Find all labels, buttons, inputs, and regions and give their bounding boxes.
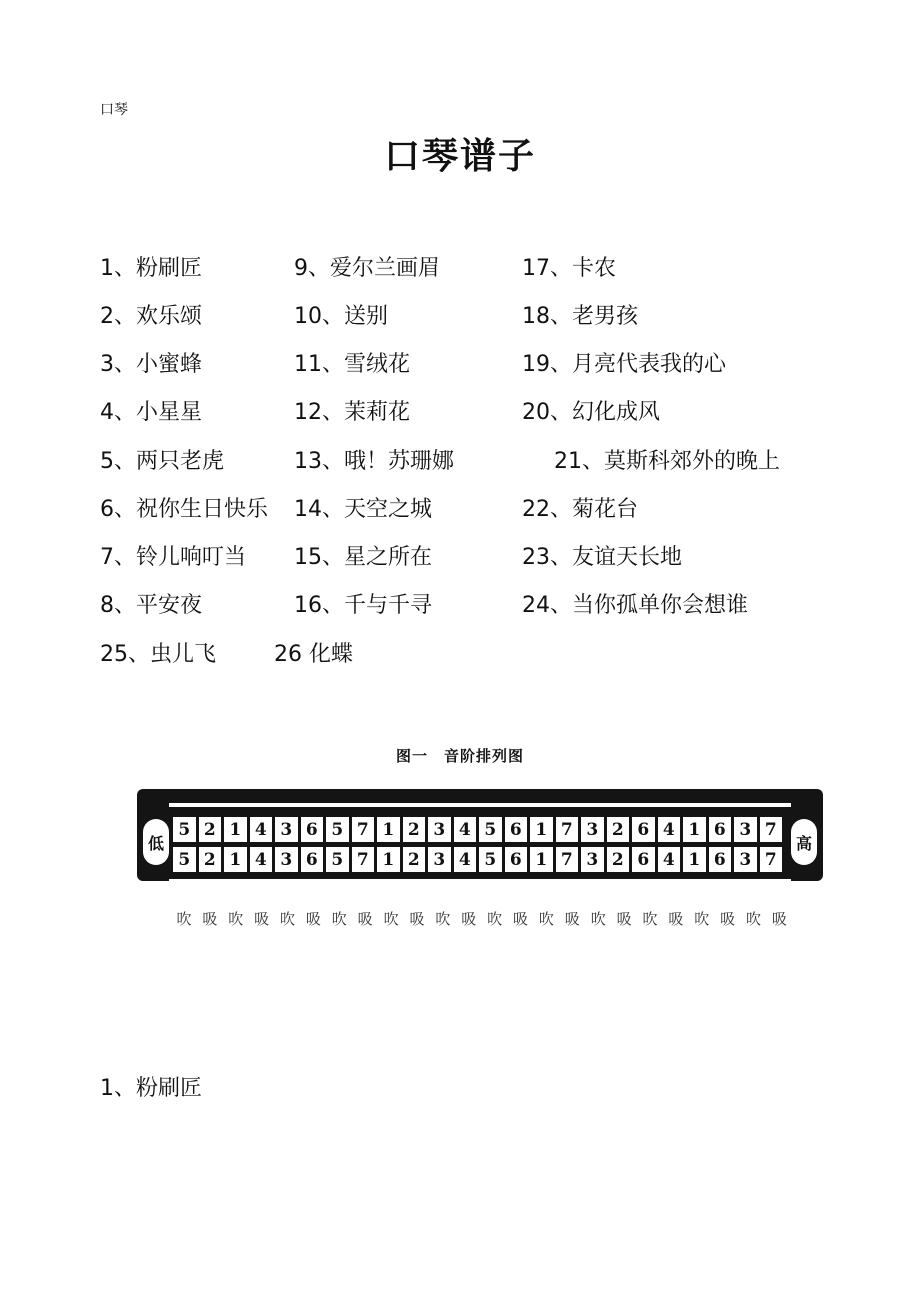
harmonica-hole: 1 <box>683 847 706 872</box>
harmonica-hole: 6 <box>505 847 528 872</box>
breath-label: 吸 <box>202 910 218 928</box>
harmonica-hole: 2 <box>199 817 222 842</box>
song-item: 21、莫斯科郊外的晚上 <box>554 449 780 474</box>
harmonica-hole: 4 <box>454 817 477 842</box>
harmonica-hole: 5 <box>173 847 196 872</box>
bottom-note-row <box>173 847 782 872</box>
song-item: 16、千与千寻 <box>294 593 432 618</box>
harmonica-hole: 4 <box>454 847 477 872</box>
low-end-label: 低 <box>143 819 169 865</box>
harmonica-hole: 3 <box>275 847 298 872</box>
harmonica-hole: 2 <box>199 847 222 872</box>
song-item: 2、欢乐颂 <box>100 304 202 329</box>
harmonica-hole: 1 <box>530 847 553 872</box>
song-item: 6、祝你生日快乐 <box>100 497 268 522</box>
song-item: 15、星之所在 <box>294 545 432 570</box>
breath-label: 吸 <box>409 910 425 928</box>
harmonica-hole: 2 <box>607 817 630 842</box>
breath-label: 吸 <box>513 910 529 928</box>
harmonica-hole: 5 <box>479 847 502 872</box>
harmonica-hole: 1 <box>377 817 400 842</box>
breath-label: 吸 <box>357 910 373 928</box>
harmonica-hole: 7 <box>556 847 579 872</box>
breath-label: 吸 <box>461 910 477 928</box>
breath-label: 吹 <box>280 910 296 928</box>
breath-label: 吸 <box>771 910 787 928</box>
harmonica-hole: 4 <box>658 817 681 842</box>
harmonica-hole: 3 <box>581 817 604 842</box>
breath-label: 吹 <box>331 910 347 928</box>
song-item: 18、老男孩 <box>522 304 638 329</box>
harmonica-hole: 6 <box>709 847 732 872</box>
harmonica-hole: 1 <box>224 817 247 842</box>
breath-label: 吹 <box>746 910 762 928</box>
harmonica-hole: 1 <box>530 817 553 842</box>
harmonica-hole: 6 <box>301 817 324 842</box>
breath-label: 吹 <box>228 910 244 928</box>
harmonica-hole: 3 <box>428 817 451 842</box>
harmonica-hole: 1 <box>683 817 706 842</box>
breath-label: 吸 <box>616 910 632 928</box>
breath-label: 吸 <box>564 910 580 928</box>
harmonica-hole: 4 <box>250 817 273 842</box>
breath-label: 吹 <box>383 910 399 928</box>
harmonica-hole: 6 <box>505 817 528 842</box>
harmonica-hole: 3 <box>734 847 757 872</box>
song-item: 8、平安夜 <box>100 593 202 618</box>
harmonica-hole: 7 <box>352 817 375 842</box>
song-item: 14、天空之城 <box>294 497 432 522</box>
song-item: 24、当你孤单你会想谁 <box>522 593 748 618</box>
harmonica-hole: 5 <box>326 847 349 872</box>
harmonica-diagram <box>137 783 823 891</box>
song-item: 25、虫儿飞 <box>100 642 216 667</box>
header-label: 口琴 <box>100 102 128 118</box>
song-item: 22、菊花台 <box>522 497 638 522</box>
song-item: 11、雪绒花 <box>294 352 410 377</box>
breath-label: 吸 <box>720 910 736 928</box>
breath-label: 吹 <box>694 910 710 928</box>
harmonica-hole: 5 <box>326 817 349 842</box>
song-item: 4、小星星 <box>100 400 202 425</box>
breath-label: 吹 <box>538 910 554 928</box>
harmonica-hole: 6 <box>301 847 324 872</box>
harmonica-hole: 1 <box>224 847 247 872</box>
song-item: 13、哦！苏珊娜 <box>294 449 454 474</box>
harmonica-hole: 4 <box>250 847 273 872</box>
harmonica-hole: 5 <box>479 817 502 842</box>
song-item: 26 化蝶 <box>274 642 353 667</box>
song-item: 1、粉刷匠 <box>100 256 202 281</box>
harmonica-hole: 5 <box>173 817 196 842</box>
harmonica-hole: 3 <box>581 847 604 872</box>
harmonica-hole: 6 <box>632 817 655 842</box>
breath-label: 吹 <box>487 910 503 928</box>
harmonica-hole: 3 <box>275 817 298 842</box>
harmonica-hole: 4 <box>658 847 681 872</box>
breath-label: 吹 <box>176 910 192 928</box>
harmonica-hole: 7 <box>760 817 783 842</box>
page-title: 口琴谱子 <box>383 136 536 177</box>
song-item: 9、爱尔兰画眉 <box>294 256 440 281</box>
harmonica-body <box>137 789 823 881</box>
breath-label: 吸 <box>305 910 321 928</box>
song-item: 20、幻化成风 <box>522 400 660 425</box>
song-item: 12、茉莉花 <box>294 400 410 425</box>
harmonica-hole: 6 <box>709 817 732 842</box>
harmonica-hole: 1 <box>377 847 400 872</box>
song-item: 23、友谊天长地 <box>522 545 682 570</box>
song-item: 3、小蜜蜂 <box>100 352 202 377</box>
harmonica-top-rail <box>169 803 791 807</box>
harmonica-hole: 7 <box>760 847 783 872</box>
harmonica-hole: 3 <box>428 847 451 872</box>
song-item: 19、月亮代表我的心 <box>522 352 726 377</box>
breath-row <box>171 908 792 929</box>
harmonica-hole: 2 <box>403 847 426 872</box>
breath-label: 吸 <box>254 910 270 928</box>
song-item: 7、铃儿响叮当 <box>100 545 246 570</box>
song-item: 17、卡农 <box>522 256 616 281</box>
harmonica-hole: 2 <box>607 847 630 872</box>
breath-label: 吹 <box>642 910 658 928</box>
section-heading: 1、粉刷匠 <box>100 1076 202 1101</box>
song-item: 10、送别 <box>294 304 388 329</box>
harmonica-hole: 6 <box>632 847 655 872</box>
harmonica-hole: 7 <box>352 847 375 872</box>
breath-label: 吸 <box>668 910 684 928</box>
harmonica-hole: 3 <box>734 817 757 842</box>
breath-label: 吹 <box>435 910 451 928</box>
high-end-label: 高 <box>791 819 817 865</box>
harmonica-bottom-rail <box>169 879 791 883</box>
song-item: 5、两只老虎 <box>100 449 224 474</box>
harmonica-hole: 7 <box>556 817 579 842</box>
figure-caption: 图一 音阶排列图 <box>395 747 524 765</box>
breath-label: 吹 <box>590 910 606 928</box>
harmonica-hole: 2 <box>403 817 426 842</box>
top-note-row <box>173 817 782 842</box>
